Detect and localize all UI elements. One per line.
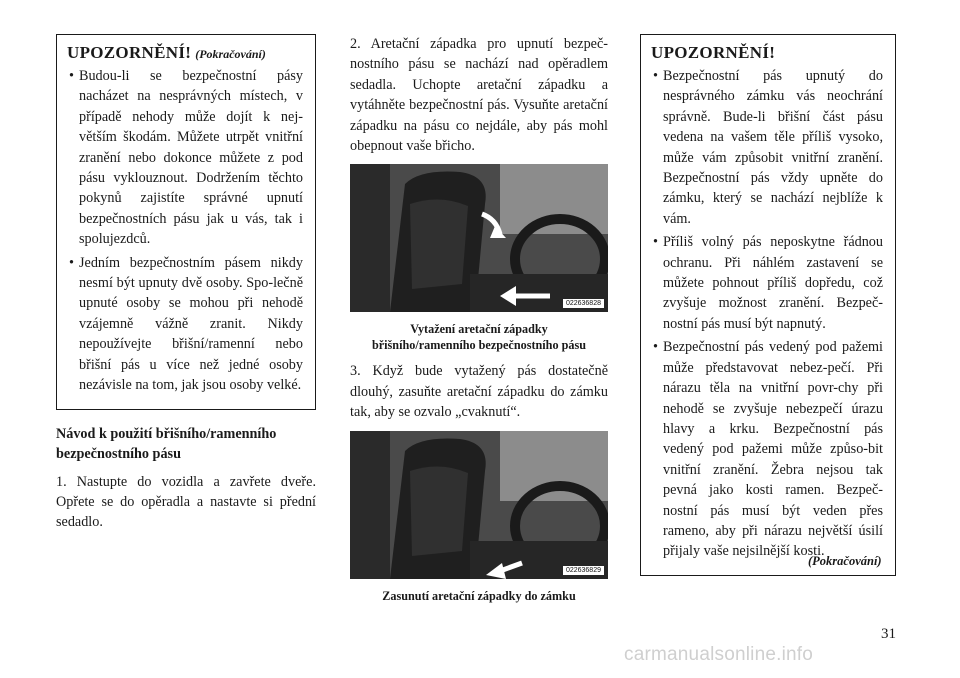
seatbelt-buckle-photo bbox=[350, 431, 608, 579]
continued-label: (Pokračování) bbox=[808, 554, 882, 568]
step-2-text: 2. Aretační západka pro upnutí bezpeč-nostního pásu se nachází nad opěradlem sedadla. Uchopte aretační západku a vytáhněte bezpečnostní pás. Vysuňte aretační západku na pásu co nejdále, aby pás mohl obepnout vaše břicho. bbox=[350, 36, 608, 155]
step-3-text: 3. Když bude vytažený pás dostatečně dlouhý, zasuňte aretační západku do zámku tak, aby se ozvalo „cvaknutí“. bbox=[350, 363, 608, 421]
step-1-text: 1. Nastupte do vozidla a zavřete dveře. Opřete se do opěradla a nastavte si přední sedadlo. bbox=[56, 473, 316, 531]
warning-title-right: UPOZORNĚNÍ! bbox=[651, 43, 776, 62]
section-heading: Návod k použití břišního/ramenního bezpečnostního pásu bbox=[56, 425, 277, 462]
warning-bullet: • Bezpečnostní pás upnutý do nesprávného zámku vás neochrání správně. Bude-li břišní část pásu vedena na vašem těle příliš vysoko, může vám způsobit vnitřní zranění. Bezpečnostní pás vždy upněte do zámku, který se nachází nejblíže k vám. bbox=[651, 66, 883, 229]
column-middle bbox=[350, 34, 608, 604]
figure-code: 022636828 bbox=[563, 299, 604, 308]
figure-2-caption: Zasunutí aretační západky do zámku bbox=[382, 588, 576, 603]
figure-1-caption: Vytažení aretační západky břišního/ramenního bezpečnostního pásu bbox=[371, 322, 586, 353]
warning-list-right bbox=[651, 66, 883, 562]
warning-continued-label: (Pokračování) bbox=[195, 47, 266, 61]
seatbelt-pull-photo bbox=[350, 164, 608, 312]
warning-box-right bbox=[640, 34, 896, 576]
seat-illustration bbox=[350, 431, 608, 579]
warning-list-left bbox=[67, 66, 303, 396]
warning-box-left bbox=[56, 34, 316, 410]
seat-illustration bbox=[350, 164, 608, 312]
warning-title-left: UPOZORNĚNÍ! (Pokračování) bbox=[67, 43, 266, 62]
figure-code: 022636829 bbox=[563, 566, 604, 575]
watermark: carmanualsonline.info bbox=[624, 644, 814, 665]
page-number: 31 bbox=[881, 626, 896, 642]
column-right bbox=[640, 34, 896, 576]
warning-bullet: • Jedním bezpečnostním pásem nikdy nesmí být upnuty dvě osoby. Spo-lečně upnuté osoby se mohou při nehodě vzájemně vážně zranit. Nikdy nepoužívejte břišní/ramenní nebo břišní pás u více než jedné osoby nezávisle na tom, jak jsou osoby velké. bbox=[67, 253, 303, 396]
warning-bullet: • Příliš volný pás neposkytne řádnou ochranu. Při náhlém zastavení se můžete pohnout příliš dopředu, což zvyšuje možnost zranění. Bezpeč-nostní pás musí být napnutý. bbox=[651, 232, 883, 334]
warning-bullet: • Budou-li se bezpečnostní pásy nacházet na nesprávných místech, v případě nehody může dojít k nej-větším škodám. Můžete utrpět vnitřní zranění nebo dokonce můžete z pod pásu vyklouznout. Dodržením těchto pokynů zajistíte správné upnutí bezpečnostních pásu jak u vás, tak i spolujezdců. bbox=[67, 66, 303, 250]
warning-bullet: • Bezpečnostní pás vedený pod pažemi může představovat nebez-pečí. Při nárazu těla na vnitřní povr-chy při nehodě se zvyšuje nebezpečí úrazu hlavy a krku. Bezpečnostní pás vedený pod pažemi může způso-bit vnitřní zranění. Žebra nejsou tak pevná jako kosti ramen. Bezpeč-nostní pás musí být veden přes rameno, aby při nárazu největší úsilí přijaly vaše nejsilnější kosti. bbox=[651, 337, 883, 561]
column-left bbox=[56, 34, 316, 533]
